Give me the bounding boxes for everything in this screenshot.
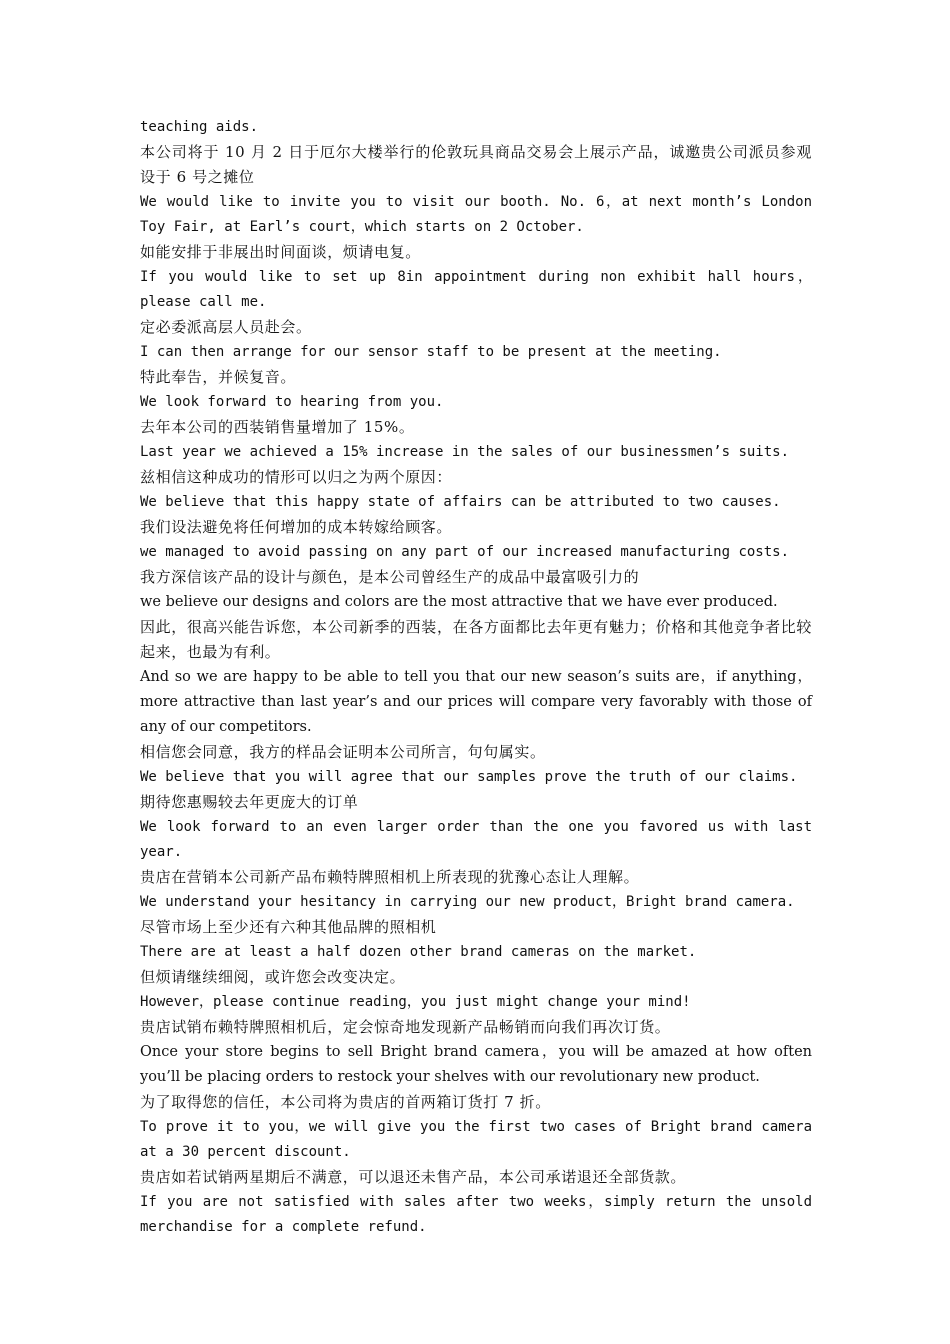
text-line: I can then arrange for our sensor staff to be present at the meeting.: [140, 344, 722, 360]
text-line: However，please continue reading，you just might change your mind!: [140, 994, 691, 1010]
text-line: 去年本公司的西装销售量增加了 15%。: [140, 418, 415, 436]
text-line: And so we are happy to be able to tell you that our new season’s suits are，if anything，more attractive than last year’s and our prices will compare very favorably with those of any of our competitors.: [140, 669, 812, 735]
text-line: 特此奉告，并候复音。: [140, 368, 297, 386]
text-line: 兹相信这种成功的情形可以归之为两个原因：: [140, 468, 453, 486]
text-line: 定必委派高层人员赴会。: [140, 318, 312, 336]
document-page: [140, 115, 812, 1240]
text-line: 贵店试销布赖特牌照相机后，定会惊奇地发现新产品畅销而向我们再次订货。: [140, 1018, 671, 1036]
text-line: teaching aids.: [140, 119, 259, 135]
text-line: 本公司将于 10 月 2 日于厄尔大楼举行的伦敦玩具商品交易会上展示产品，诚邀贵公司派员参观设于 6 号之摊位: [140, 143, 812, 186]
text-line: Last year we achieved a 15% increase in the sales of our businessmen’s suits.: [140, 444, 790, 460]
text-line: We believe that you will agree that our samples prove the truth of our claims.: [140, 769, 798, 785]
text-line: We believe that this happy state of affairs can be attributed to two causes.: [140, 494, 781, 510]
text-line: We look forward to hearing from you.: [140, 394, 444, 410]
text-line: 为了取得您的信任，本公司将为贵店的首两箱订货打 7 折。: [140, 1093, 551, 1111]
text-line: To prove it to you，we will give you the first two cases of Bright brand camera at a 30 percent discount.: [140, 1119, 812, 1160]
text-line: 相信您会同意，我方的样品会证明本公司所言，句句属实。: [140, 743, 546, 761]
text-line: we believe our designs and colors are the most attractive that we have ever produced.: [140, 594, 778, 610]
text-line: 但烦请继续细阅，或许您会改变决定。: [140, 968, 406, 986]
text-line: We look forward to an even larger order than the one you favored us with last year.: [140, 819, 812, 860]
text-line: 期待您惠赐较去年更庞大的订单: [140, 793, 359, 811]
text-line: 我方深信该产品的设计与颜色，是本公司曾经生产的成品中最富吸引力的: [140, 568, 640, 586]
text-line: 贵店如若试销两星期后不满意，可以退还未售产品，本公司承诺退还全部货款。: [140, 1168, 687, 1186]
text-line: If you are not satisfied with sales after two weeks，simply return the unsold merchandise for a complete refund.: [140, 1194, 812, 1235]
text-line: 贵店在营销本公司新产品布赖特牌照相机上所表现的犹豫心态让人理解。: [140, 868, 640, 886]
text-line: We understand your hesitancy in carrying our new product，Bright brand camera.: [140, 894, 795, 910]
text-line: 尽管市场上至少还有六种其他品牌的照相机: [140, 918, 437, 936]
text-line: we managed to avoid passing on any part of our increased manufacturing costs.: [140, 544, 790, 560]
text-line: 我们设法避免将任何增加的成本转嫁给顾客。: [140, 518, 453, 536]
text-line: There are at least a half dozen other brand cameras on the market.: [140, 944, 697, 960]
text-line: If you would like to set up 8in appointment during non exhibit hall hours，please call me.: [140, 269, 812, 310]
text-line: 如能安排于非展出时间面谈，烦请电复。: [140, 243, 421, 261]
text-line: We would like to invite you to visit our booth. No. 6，at next month’s London Toy Fair, at Earl’s court，which starts on 2 October.: [140, 194, 812, 235]
text-line: 因此，很高兴能告诉您，本公司新季的西装，在各方面都比去年更有魅力；价格和其他竞争者比较起来，也最为有利。: [140, 618, 812, 661]
text-line: Once your store begins to sell Bright brand camera，you will be amazed at how often you’ll be placing orders to restock your shelves with our revolutionary new product.: [140, 1044, 812, 1085]
